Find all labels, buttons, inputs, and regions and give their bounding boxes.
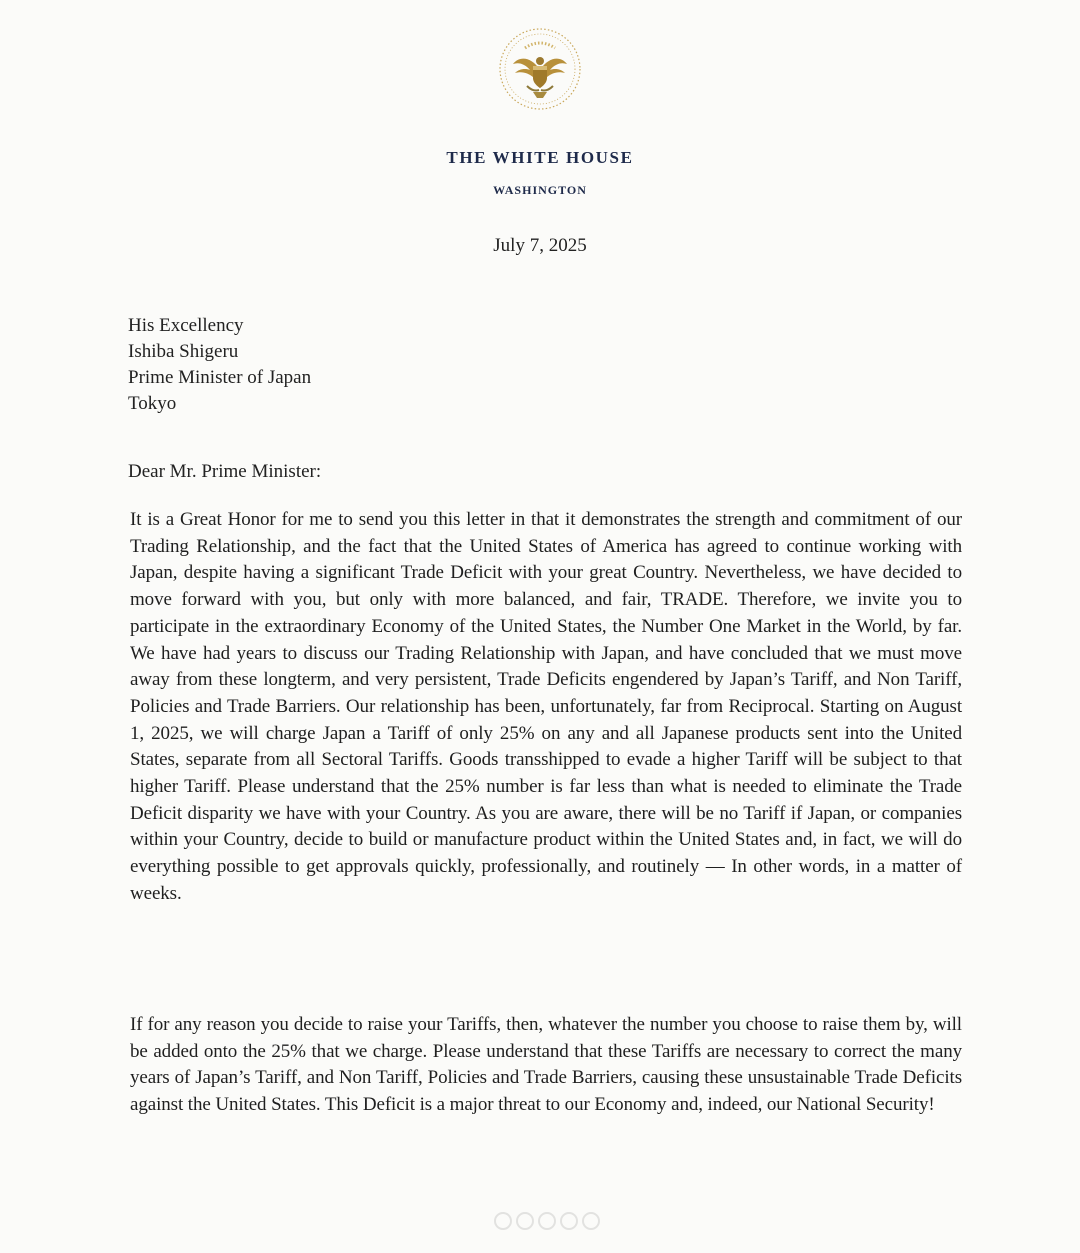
letter-date: July 7, 2025 [493,235,587,256]
letterhead-subtitle: WASHINGTON [493,183,587,197]
letterhead-title: THE WHITE HOUSE [446,148,634,167]
presidential-seal-icon [497,26,583,112]
recipient-address [128,313,311,417]
address-line: Prime Minister of Japan [128,367,312,388]
watermark-icon [494,1212,604,1238]
body-paragraph-1: It is a Great Honor for me to send you this letter in that it demonstrates the strength and commitment of our Trading Relationship, and the fact that the United States of America has agreed to continue working with Japan, despite having a significant Trade Deficit with your great Country. Nevertheless, we have decided to move forward with you, but only with more balanced, and fair, TRADE. Therefore, we invite you to participate in the extraordinary Economy of the United States, the Number One Market in the World, by far. We have had years to discuss our Trading Relationship with Japan, and have concluded that we must move away from these longterm, and very persistent, Trade Deficits engendered by Japan’s Tariff, and Non Tariff, Policies and Trade Barriers. Our relationship has been, unfortunately, far from Reciprocal. Starting on August 1, 2025, we will charge Japan a Tariff of only 25% on any and all Japanese products sent into the United States, separate from all Sectoral Tariffs. Goods transshipped to evade a higher Tariff will be subject to that higher Tariff. Please understand that the 25% number is far less than what is needed to eliminate the Trade Deficit disparity we have with your Country. As you are aware, there will be no Tariff if Japan, or companies within your Country, decide to build or manufacture product within the United States and, in fact, we will do everything possible to get approvals quickly, professionally, and routinely — In other words, in a matter of weeks. [130,509,962,904]
salutation: Dear Mr. Prime Minister: [128,461,322,482]
body-paragraph-2: If for any reason you decide to raise your Tariffs, then, whatever the number you choose to raise them by, will be added onto the 25% that we charge. Please understand that these Tariffs are necessary to correct the many years of Japan’s Tariff, and Non Tariff, Policies and Trade Barriers, causing these unsustainable Trade Deficits against the United States. This Deficit is a major threat to our Economy and, indeed, our National Security! [130,1014,962,1116]
address-line: Ishiba Shigeru [128,341,239,362]
address-line: Tokyo [128,393,177,414]
address-line: His Excellency [128,315,244,336]
